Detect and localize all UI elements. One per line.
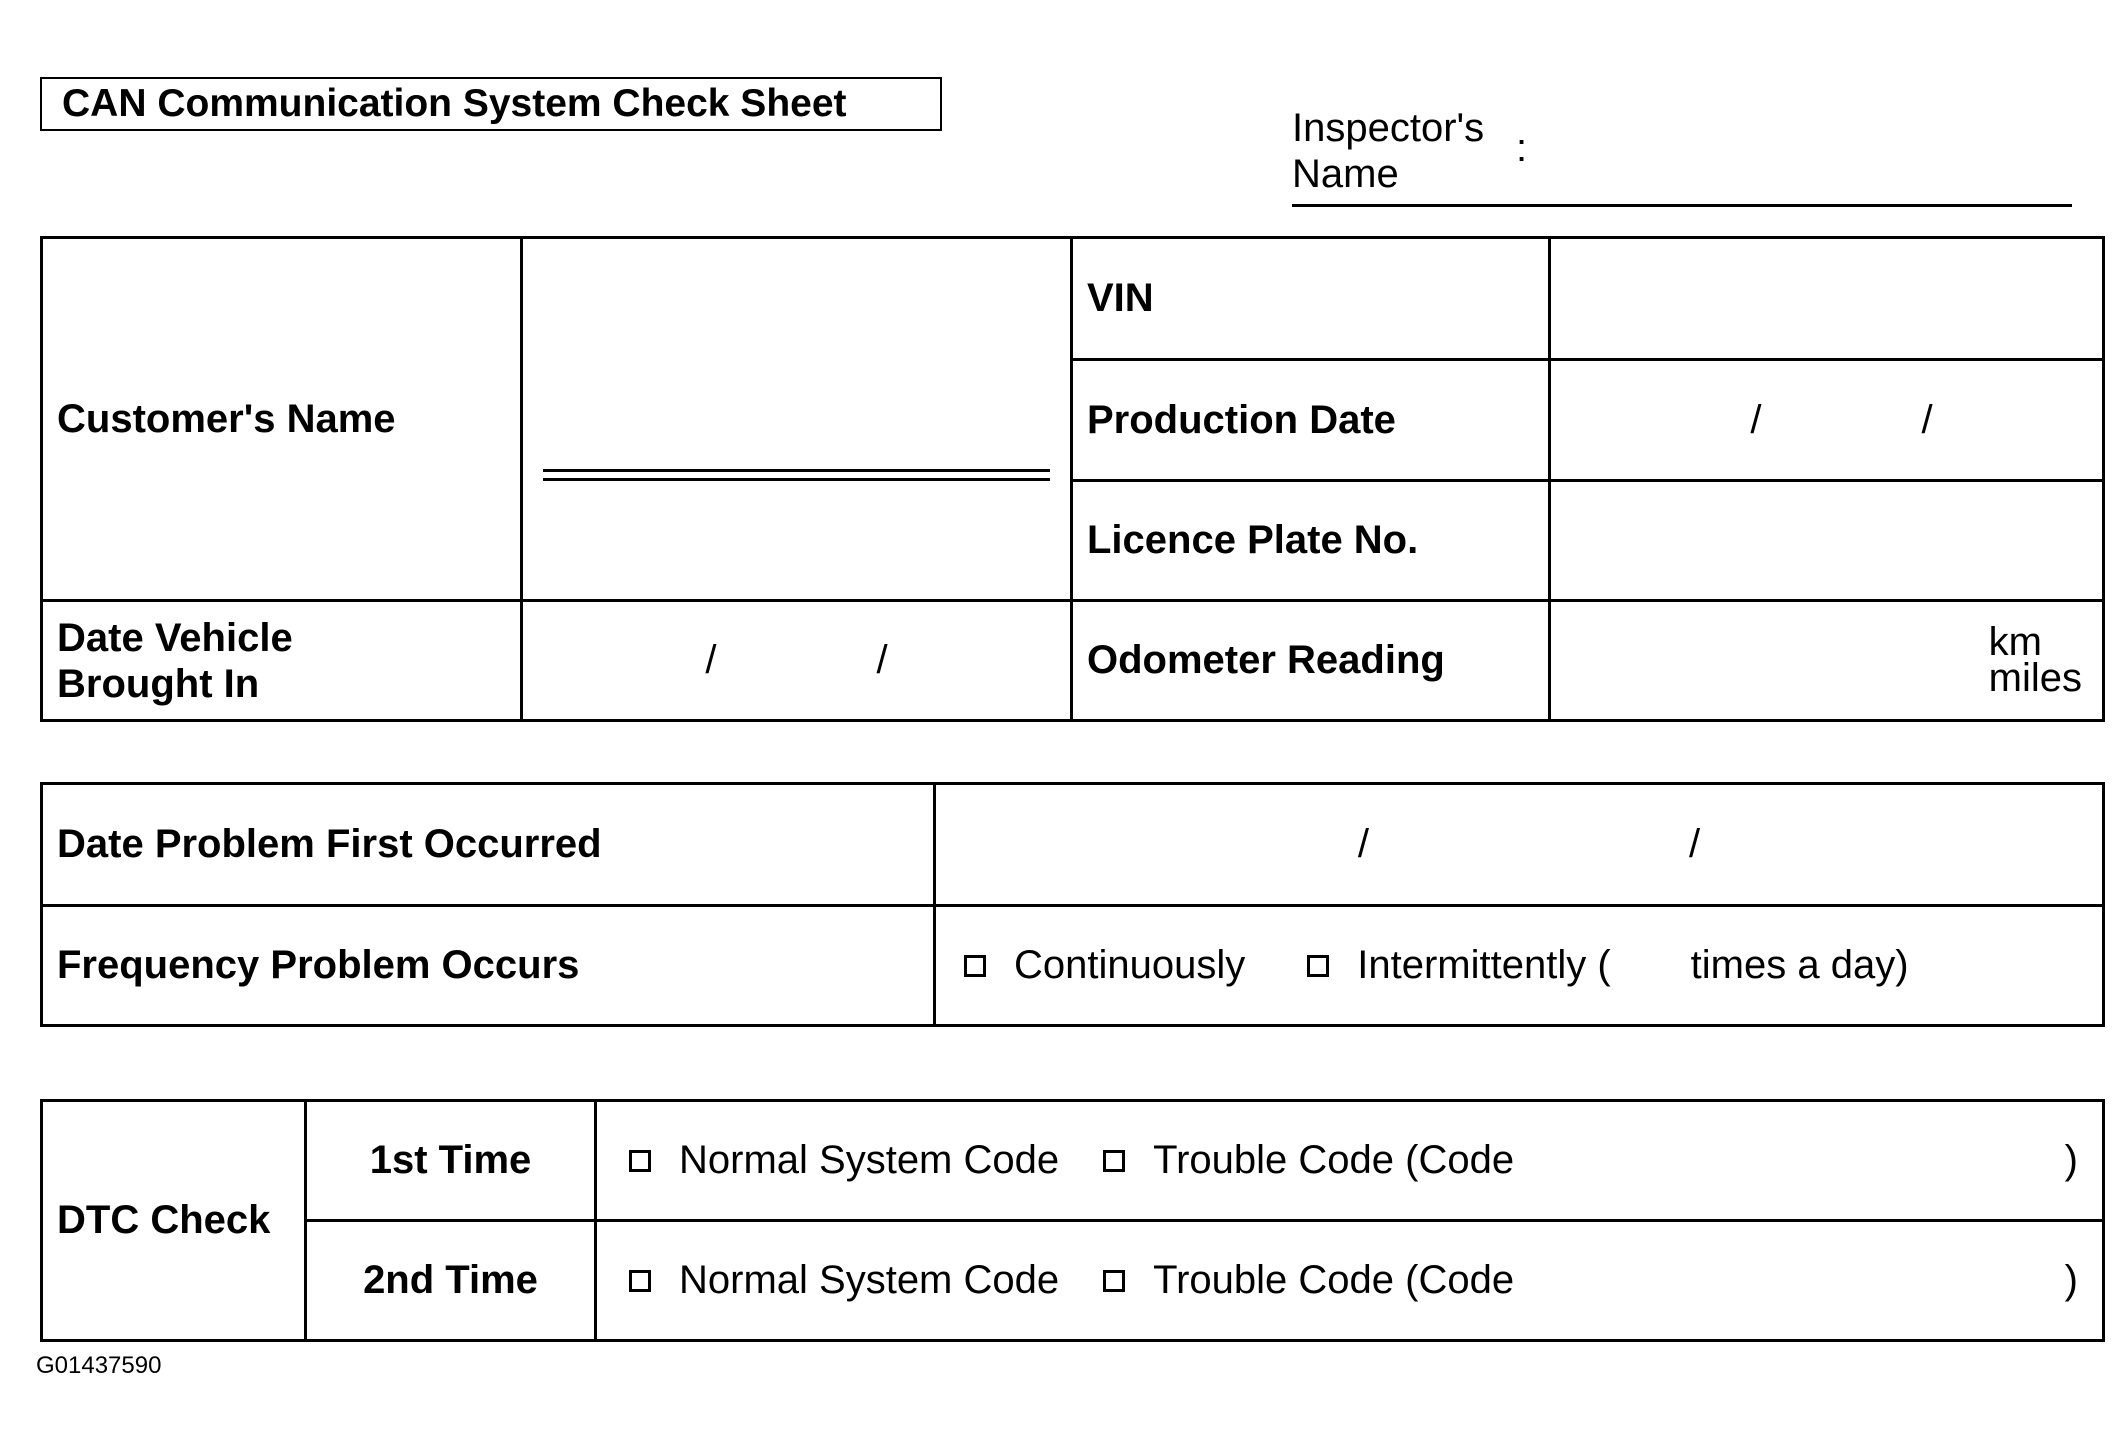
inspector-label-line1: Inspector's (1292, 106, 1485, 150)
date-separator: / (1921, 397, 1933, 442)
first-occurred-label-text: Date Problem First Occurred (57, 822, 602, 866)
first-time-label (306, 1101, 596, 1221)
licence-plate-field[interactable] (1550, 481, 2104, 601)
close-paren: ) (2064, 1138, 2078, 1182)
vehicle-info-table (40, 236, 2105, 722)
date-brought-in-field[interactable] (522, 601, 1072, 721)
problem-info-table (40, 782, 2105, 1027)
normal-code-label: Normal System Code (679, 1258, 1060, 1302)
dtc-check-table (40, 1099, 2105, 1342)
first-time-options (596, 1101, 2104, 1221)
second-normal-code-option[interactable] (629, 1258, 1059, 1303)
date-separator: / (876, 638, 888, 682)
frequency-label (42, 906, 935, 1026)
intermittently-option[interactable] (1307, 943, 1610, 988)
date-brought-in-label (42, 601, 522, 721)
intermittently-label: Intermittently ( (1357, 943, 1611, 987)
second-normal-code-checkbox[interactable] (629, 1270, 651, 1292)
inspector-name-label (1292, 105, 1484, 197)
date-brought-in-line2: Brought In (57, 661, 260, 706)
vin-label-text: VIN (1087, 276, 1154, 320)
second-trouble-code-option[interactable] (1103, 1258, 1514, 1303)
continuously-label: Continuously (1014, 943, 1246, 987)
production-date-label-text: Production Date (1087, 397, 1396, 442)
inspector-colon: : (1516, 126, 1528, 170)
licence-plate-label (1072, 481, 1550, 601)
close-paren: ) (2064, 1258, 2078, 1302)
frequency-label-text: Frequency Problem Occurs (57, 943, 580, 987)
second-trouble-code-checkbox[interactable] (1103, 1270, 1125, 1292)
customer-name-double-line (543, 469, 1050, 481)
continuously-checkbox[interactable] (964, 955, 986, 977)
dtc-check-label (42, 1101, 306, 1341)
unit-miles: miles (1988, 656, 2082, 700)
odometer-units (1988, 620, 2082, 700)
page-title (40, 77, 942, 131)
dtc-check-label-text: DTC Check (57, 1198, 271, 1242)
production-date-field[interactable] (1550, 360, 2104, 481)
inspector-label-line2: Name (1292, 152, 1399, 196)
first-trouble-code-option[interactable] (1103, 1138, 1514, 1183)
continuously-option[interactable] (964, 943, 1245, 988)
unit-km: km (1988, 620, 2042, 664)
customer-name-field[interactable] (522, 238, 1072, 601)
times-a-day-label: times a day) (1690, 943, 1909, 987)
trouble-code-label: Trouble Code (Code (1153, 1258, 1515, 1302)
trouble-code-label: Trouble Code (Code (1153, 1138, 1515, 1182)
second-time-label-text: 2nd Time (363, 1258, 538, 1302)
first-occurred-label (42, 784, 935, 906)
odometer-label-text: Odometer Reading (1087, 638, 1445, 682)
vin-field[interactable] (1550, 238, 2104, 360)
date-separator: / (1357, 822, 1369, 866)
page-title-text: CAN Communication System Check Sheet (62, 82, 847, 125)
vin-label (1072, 238, 1550, 360)
first-trouble-code-checkbox[interactable] (1103, 1150, 1125, 1172)
odometer-field[interactable] (1550, 601, 2104, 721)
date-separator: / (1689, 822, 1701, 866)
odometer-label (1072, 601, 1550, 721)
production-date-label (1072, 360, 1550, 481)
inspector-name-field[interactable] (1292, 204, 2072, 207)
date-separator: / (1750, 397, 1762, 442)
normal-code-label: Normal System Code (679, 1138, 1060, 1182)
figure-code: G01437590 (36, 1352, 162, 1379)
second-time-options (596, 1221, 2104, 1341)
licence-plate-label-text: Licence Plate No. (1087, 518, 1419, 562)
customer-name-label-text: Customer's Name (57, 396, 396, 441)
first-time-label-text: 1st Time (369, 1138, 532, 1182)
first-normal-code-option[interactable] (629, 1138, 1059, 1183)
frequency-options (935, 906, 2104, 1026)
date-brought-in-line1: Date Vehicle (57, 615, 293, 660)
customer-name-label (42, 238, 522, 601)
first-occurred-field[interactable] (935, 784, 2104, 906)
first-normal-code-checkbox[interactable] (629, 1150, 651, 1172)
date-separator: / (705, 638, 717, 682)
intermittently-checkbox[interactable] (1307, 955, 1329, 977)
second-time-label (306, 1221, 596, 1341)
